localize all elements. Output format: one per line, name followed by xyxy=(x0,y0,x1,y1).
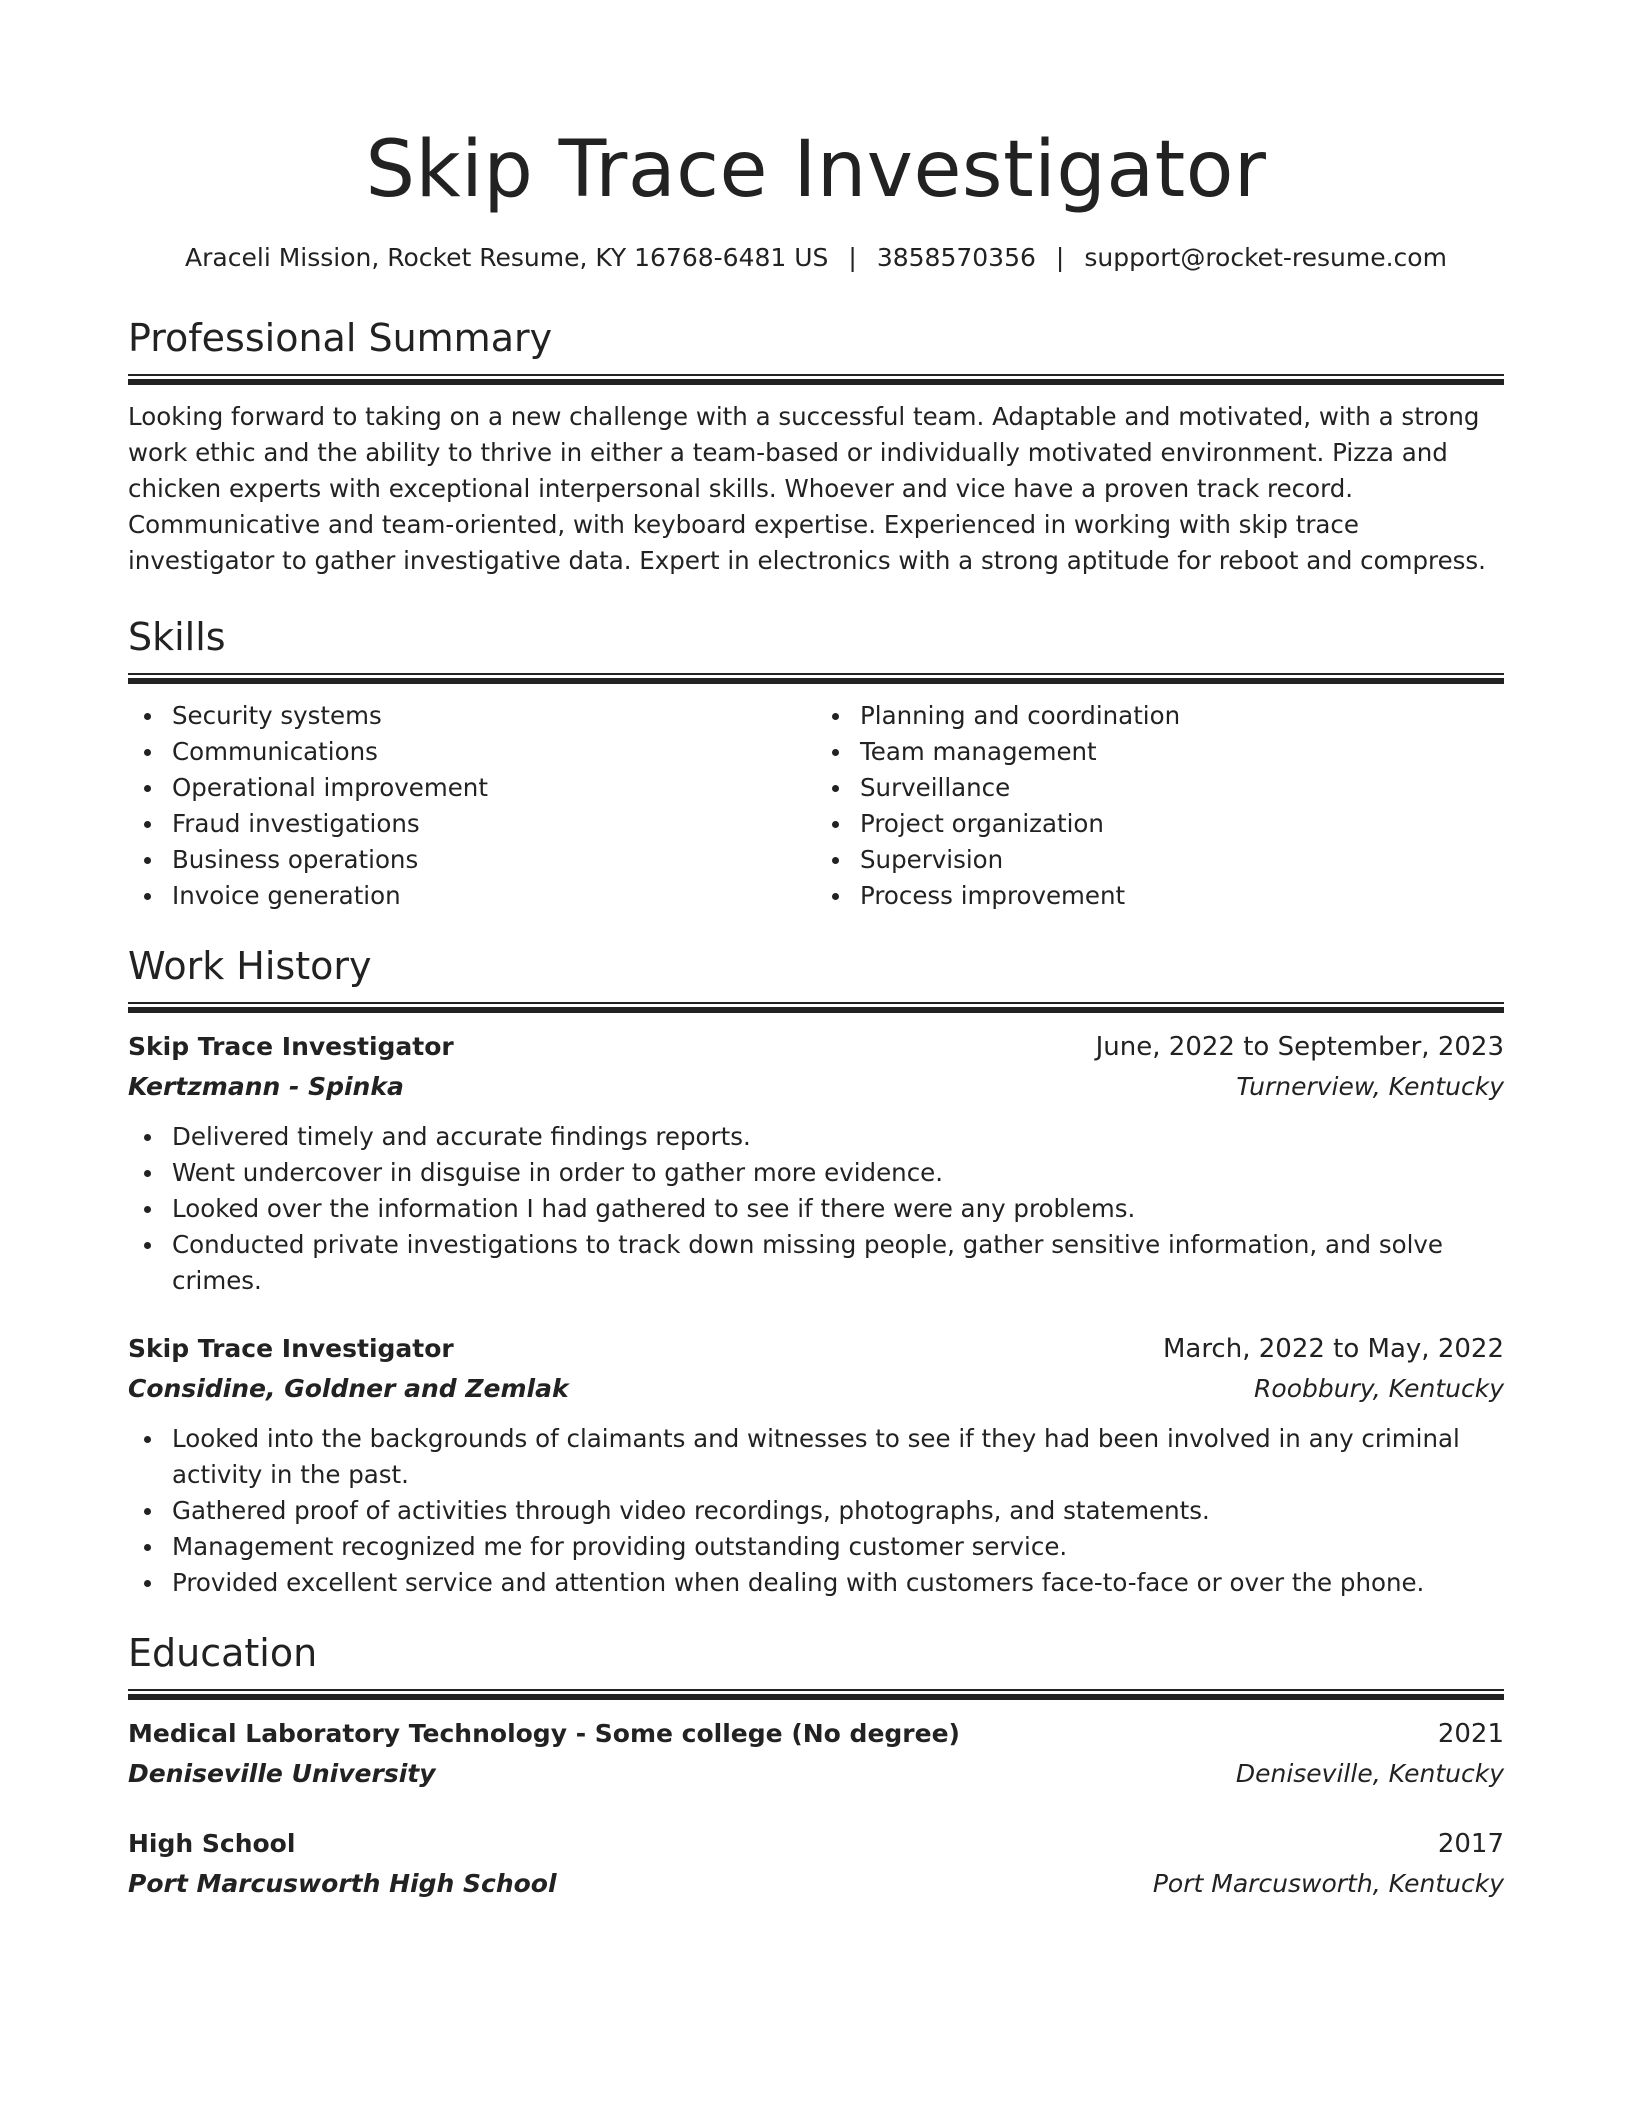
education-entry xyxy=(128,1714,1504,1794)
job-dates: March, 2022 to May, 2022 xyxy=(1162,1334,1504,1364)
skill-item: Fraud investigations xyxy=(172,806,816,842)
job-header-row xyxy=(128,1329,1504,1369)
work-history-section xyxy=(128,942,1504,1601)
skills-list-right xyxy=(816,698,1504,914)
education-year: 2017 xyxy=(1437,1829,1504,1859)
job-company: Kertzmann - Spinka xyxy=(128,1072,404,1101)
education-entry xyxy=(128,1824,1504,1904)
section-divider xyxy=(128,1002,1504,1013)
skill-item: Surveillance xyxy=(860,770,1504,806)
section-divider xyxy=(128,374,1504,385)
education-year: 2021 xyxy=(1437,1719,1504,1749)
skill-item: Communications xyxy=(172,734,816,770)
skills-section xyxy=(128,613,1504,914)
skill-item: Planning and coordination xyxy=(860,698,1504,734)
skills-list-left xyxy=(128,698,816,914)
section-divider xyxy=(128,673,1504,684)
skill-item: Project organization xyxy=(860,806,1504,842)
contact-address: Araceli Mission, Rocket Resume, KY 16768-6481 US xyxy=(185,243,829,272)
job-entry xyxy=(128,1329,1504,1601)
education-school: Port Marcusworth High School xyxy=(128,1869,557,1898)
section-heading-skills: Skills xyxy=(128,615,226,659)
skill-item: Operational improvement xyxy=(172,770,816,806)
section-heading-work-history: Work History xyxy=(128,944,372,988)
skill-item: Team management xyxy=(860,734,1504,770)
job-entry xyxy=(128,1027,1504,1299)
education-section xyxy=(128,1629,1504,1904)
contact-email: support@rocket-resume.com xyxy=(1084,243,1447,272)
job-bullet: Gathered proof of activities through video recordings, photographs, and statements. xyxy=(172,1493,1504,1529)
education-location: Port Marcusworth, Kentucky xyxy=(1152,1869,1504,1898)
job-company-row xyxy=(128,1369,1504,1409)
contact-separator: | xyxy=(1055,243,1065,272)
job-company-row xyxy=(128,1067,1504,1107)
section-heading-education: Education xyxy=(128,1631,318,1675)
summary-text: Looking forward to taking on a new challenge with a successful team. Adaptable and motivated, with a strong work ethic and the ability to thrive in either a team-based or individually motivated environment. Pizza and chicken experts with exceptional interpersonal skills. Whoever and vice have a proven track record. Communicative and team-oriented, with keyboard expertise. Experienced in working with skip trace investigator to gather investigative data. Expert in electronics with a strong aptitude for reboot and compress. xyxy=(128,402,1486,575)
job-location: Turnerview, Kentucky xyxy=(1236,1072,1504,1101)
summary-section xyxy=(128,314,1504,579)
skill-item: Process improvement xyxy=(860,878,1504,914)
job-bullet: Delivered timely and accurate findings reports. xyxy=(172,1119,1504,1155)
job-bullet: Went undercover in disguise in order to gather more evidence. xyxy=(172,1155,1504,1191)
job-location: Roobbury, Kentucky xyxy=(1254,1374,1504,1403)
resume-title: Skip Trace Investigator xyxy=(365,125,1267,215)
job-bullet: Provided excellent service and attention when dealing with customers face-to-face or over the phone. xyxy=(172,1565,1504,1601)
education-location: Deniseville, Kentucky xyxy=(1235,1759,1504,1788)
contact-phone: 3858570356 xyxy=(876,243,1036,272)
contact-separator: | xyxy=(848,243,857,272)
skill-item: Security systems xyxy=(172,698,816,734)
job-bullet: Conducted private investigations to track down missing people, gather sensitive information, and solve crimes. xyxy=(172,1227,1504,1299)
section-heading-summary: Professional Summary xyxy=(128,316,553,360)
job-company: Considine, Goldner and Zemlak xyxy=(128,1374,569,1403)
contact-line xyxy=(128,240,1504,276)
job-bullets xyxy=(128,1421,1504,1601)
skills-column-right xyxy=(816,698,1504,914)
job-bullet: Management recognized me for providing outstanding customer service. xyxy=(172,1529,1504,1565)
education-school: Deniseville University xyxy=(128,1759,436,1788)
education-header-row xyxy=(128,1824,1504,1864)
job-bullets xyxy=(128,1119,1504,1299)
education-school-row xyxy=(128,1754,1504,1794)
education-degree: High School xyxy=(128,1829,296,1858)
skills-columns xyxy=(128,698,1504,914)
job-bullet: Looked over the information I had gathered to see if there were any problems. xyxy=(172,1191,1504,1227)
education-school-row xyxy=(128,1864,1504,1904)
job-header-row xyxy=(128,1027,1504,1067)
skill-item: Supervision xyxy=(860,842,1504,878)
job-title: Skip Trace Investigator xyxy=(128,1334,454,1363)
skills-column-left xyxy=(128,698,816,914)
job-title: Skip Trace Investigator xyxy=(128,1032,454,1061)
education-degree: Medical Laboratory Technology - Some college (No degree) xyxy=(128,1719,960,1748)
section-divider xyxy=(128,1689,1504,1700)
skill-item: Business operations xyxy=(172,842,816,878)
skill-item: Invoice generation xyxy=(172,878,816,914)
job-bullet: Looked into the backgrounds of claimants and witnesses to see if they had been involved in any criminal activity in the past. xyxy=(172,1421,1504,1493)
job-dates: June, 2022 to September, 2023 xyxy=(1095,1032,1504,1062)
education-header-row xyxy=(128,1714,1504,1754)
